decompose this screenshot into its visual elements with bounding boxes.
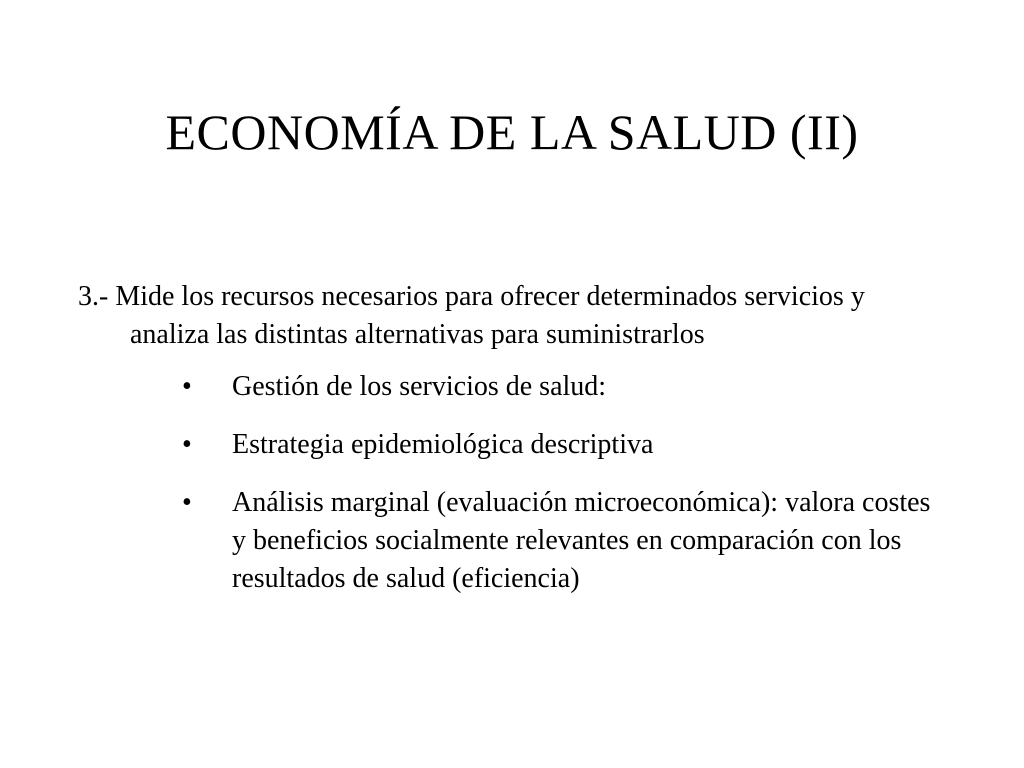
bullet-text: Estrategia epidemiológica descriptiva <box>232 429 654 460</box>
numbered-point: 3.- Mide los recursos necesarios para ofrecer determinados servicios y analiza las distintas alternativas para suministrarlos <box>78 281 865 350</box>
bullet-text: Gestión de los servicios de salud: <box>232 371 607 402</box>
bullet-dot-icon: • <box>182 487 192 518</box>
bullet-text: Análisis marginal (evaluación microeconómica): valora costes y beneficios socialmente relevantes en comparación con los resultados de salud (eficiencia) <box>232 487 931 594</box>
bullet-dot-icon: • <box>182 371 192 402</box>
bullet-dot-icon: • <box>182 429 192 460</box>
bullet-item <box>78 368 938 406</box>
slide-title: ECONOMÍA DE LA SALUD (II) <box>165 104 859 160</box>
bullet-list <box>78 368 938 598</box>
bullet-item <box>78 426 938 464</box>
bullet-item <box>78 484 938 598</box>
slide-body <box>78 278 938 618</box>
